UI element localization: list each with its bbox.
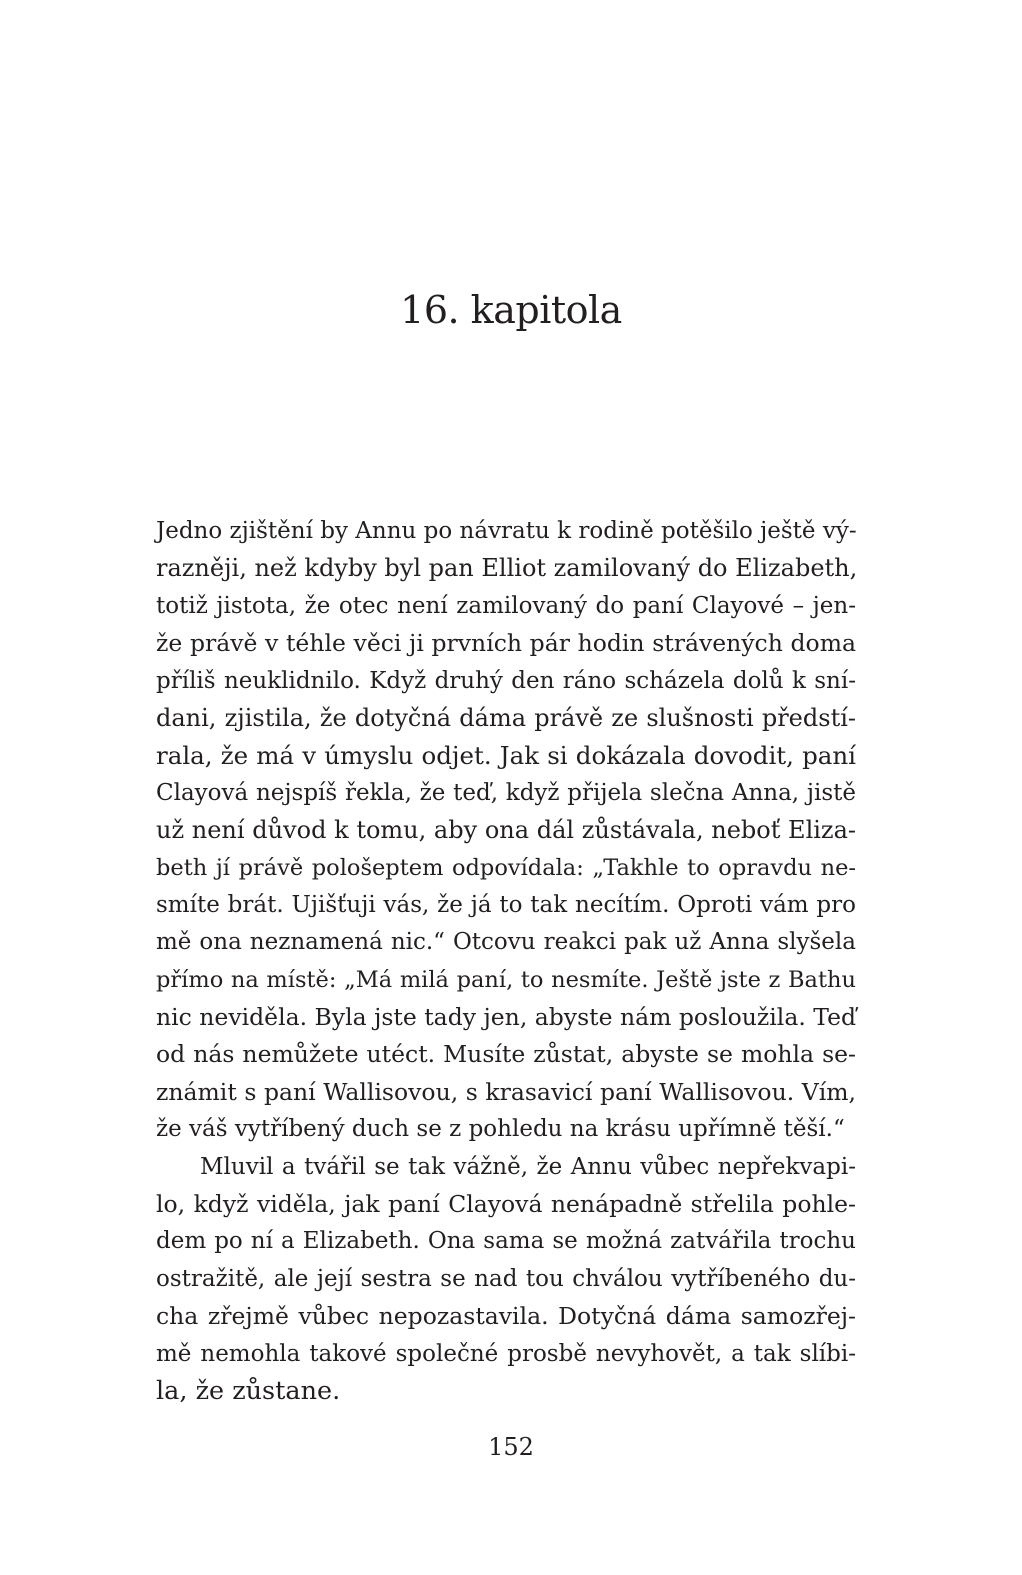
text-line: razněji, než kdyby byl pan Elliot zamilovaný do Elizabeth, xyxy=(156,554,858,583)
text-line: cha zřejmě vůbec nepozastavila. Dotyčná dáma samozřej- xyxy=(156,1302,856,1331)
text-line: Mluvil a tvářil se tak vážně, že Annu vůbec nepřekvapi- xyxy=(200,1153,856,1180)
text-line: mě nemohla takové společné prosbě nevyhovět, a tak slíbi- xyxy=(156,1340,856,1367)
text-line: Clayová nejspíš řekla, že teď, když přijela slečna Anna, jistě xyxy=(156,779,856,806)
text-line: příliš neuklidnilo. Když druhý den ráno scházela dolů k sní- xyxy=(156,667,856,694)
text-line: přímo na místě: „Má milá paní, to nesmíte. Ještě jste z Bathu xyxy=(156,966,856,993)
page-number: 152 xyxy=(488,1433,534,1461)
text-line: nic neviděla. Byla jste tady jen, abyste nám posloužila. Teď xyxy=(156,1003,857,1032)
body-text xyxy=(156,513,856,1410)
text-line: už není důvod k tomu, aby ona dál zůstávala, neboť Eliza- xyxy=(156,816,856,845)
text-line: že právě v téhle věci ji prvních pár hodin strávených doma xyxy=(156,629,856,658)
text-line: známit s paní Wallisovou, s krasavicí paní Wallisovou. Vím, xyxy=(156,1077,856,1106)
text-line: Jedno zjištění by Annu po návratu k rodině potěšilo ještě vý- xyxy=(156,518,857,544)
text-line: dani, zjistila, že dotyčná dáma právě ze slušnosti předstí- xyxy=(156,703,856,732)
text-line: lo, když viděla, jak paní Clayová nenápadně střelila pohle- xyxy=(156,1190,856,1219)
paragraph-1 xyxy=(156,513,856,1149)
chapter-title: 16. kapitola xyxy=(400,288,622,332)
text-line: smíte brát. Ujišťuji vás, že já to tak necítím. Oproti vám pro xyxy=(156,891,856,918)
text-line: mě ona neznamená nic.“ Otcovu reakci pak už Anna slyšela xyxy=(156,929,856,956)
text-line: ostražitě, ale její sestra se nad tou chválou vytříbeného du- xyxy=(156,1265,856,1292)
text-line: že váš vytříbený duch se z pohledu na krásu upřímně těší.“ xyxy=(156,1116,845,1143)
paragraph-2 xyxy=(156,1149,856,1411)
text-line: dem po ní a Elizabeth. Ona sama se možná zatvářila trochu xyxy=(156,1228,856,1255)
text-line: rala, že má v úmyslu odjet. Jak si dokázala dovodit, paní xyxy=(156,741,856,771)
text-line: la, že zůstane. xyxy=(156,1375,341,1406)
text-line: totiž jistota, že otec není zamilovaný do paní Clayové – jen- xyxy=(156,592,856,619)
text-line: od nás nemůžete utéct. Musíte zůstat, abyste se mohla se- xyxy=(156,1040,856,1069)
text-line: beth jí právě pološeptem odpovídala: „Takhle to opravdu ne- xyxy=(156,854,856,881)
